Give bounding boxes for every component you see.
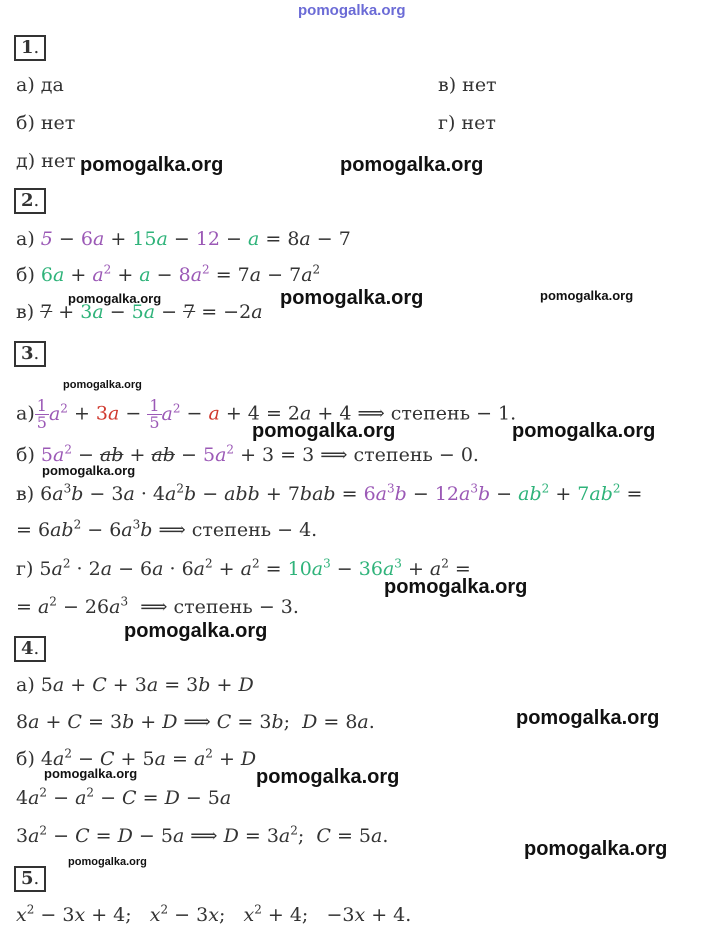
task-3-number: 3. <box>14 341 46 367</box>
task-1-answer-a: а) да <box>16 74 64 96</box>
watermark: pomogalka.org <box>252 420 396 442</box>
task-3-line-b: б) $5a^2$ − ab + ab − $5a^2 + 3 = 3$ ⟹ степень − 0. <box>16 442 479 466</box>
task-4-line-5: $3a^2 - C = D - 5a$ ⟹ $D = 3a^2$; C = 5a. <box>16 823 389 847</box>
task-1-number: 1. <box>14 35 46 61</box>
watermark: pomogalka.org <box>512 420 656 442</box>
task-1-answer-g: г) нет <box>438 112 496 134</box>
task-4-line-3: б) $4a^2 - C + 5a = a^2 + D$ <box>16 746 257 770</box>
watermark: pomogalka.org <box>68 291 162 306</box>
task-3-line-g1: г) $5a^2 \cdot 2a - 6a \cdot 6a^2 + a^2 = 10a^3 - 36a^3 + a^2$ = <box>16 556 471 580</box>
task-4-line-4: $4a^2 - a^2 - C = D - 5a$ <box>16 785 232 809</box>
watermark: pomogalka.org <box>124 620 268 642</box>
watermark: pomogalka.org <box>63 379 142 391</box>
watermark: pomogalka.org <box>340 154 484 176</box>
task-5-number: 5. <box>14 866 46 892</box>
watermark: pomogalka.org <box>68 856 147 868</box>
task-2-line-v: в) 7 + 3a − 5a − 7 = −2a <box>16 301 263 323</box>
watermark: pomogalka.org <box>44 766 138 781</box>
task-1-answer-v: в) нет <box>438 74 497 96</box>
watermark: pomogalka.org <box>80 154 224 176</box>
watermark: pomogalka.org <box>280 287 424 309</box>
watermark: pomogalka.org <box>540 288 634 303</box>
watermark: pomogalka.org <box>256 766 400 788</box>
watermark-top: pomogalka.org <box>298 2 406 19</box>
task-3-line-g2: = $a^2 - 26a^3$ ⟹ степень − 3. <box>16 594 299 618</box>
task-1-answer-d: д) нет <box>16 150 76 172</box>
task-3-line-v1: в) $6a^3b - 3a \cdot 4a^2b$ − abb + $7bab = 6a^3b - 12a^3b - ab^2 + 7ab^2$ = <box>16 481 643 505</box>
watermark: pomogalka.org <box>524 838 668 860</box>
watermark: pomogalka.org <box>42 463 136 478</box>
task-5-answer: $x^2 - 3x + 4$; $x^2 - 3x$; $x^2 + 4$; −3x + 4. <box>16 902 412 926</box>
task-2-line-a: а) 5 − 6a + 15a − 12 − a = 8a − 7 <box>16 228 351 250</box>
watermark: pomogalka.org <box>384 576 528 598</box>
task-3-line-a: а) $\frac{1}{5}$ $a^2 + 3a$ − $\frac{1}{5}$ $a^2 - a + 4 = 2a + 4$ ⟹ степень − 1. <box>16 396 517 432</box>
task-4-line-2: 8a + C = 3b + D ⟹ C = 3b; D = 8a. <box>16 711 375 733</box>
task-1-answer-b: б) нет <box>16 112 76 134</box>
task-2-line-b: б) $6a + a^2 + a - 8a^2 = 7a - 7a^2$ <box>16 262 321 286</box>
task-4-line-1: а) 5a + C + 3a = 3b + D <box>16 674 254 696</box>
task-2-number: 2. <box>14 188 46 214</box>
task-4-number: 4. <box>14 636 46 662</box>
watermark: pomogalka.org <box>516 707 660 729</box>
task-3-line-v2: = $6ab^2 - 6a^3b$ ⟹ степень − 4. <box>16 517 318 541</box>
